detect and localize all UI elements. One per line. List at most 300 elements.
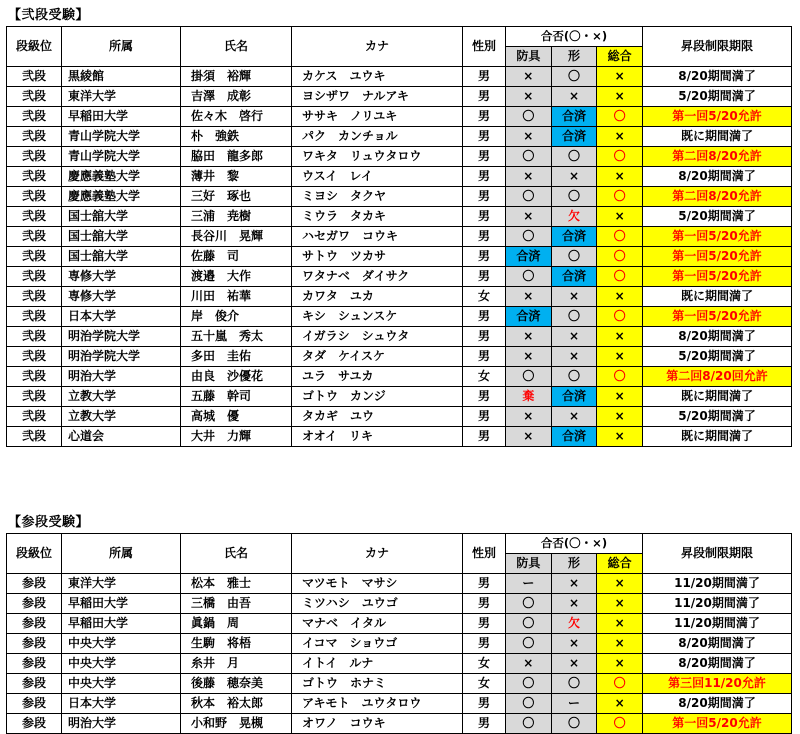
- cell-kata: 合済: [551, 387, 597, 407]
- cell-rank: 参段: [7, 714, 62, 734]
- cell-kata: 〇: [551, 714, 597, 734]
- cell-sex: 男: [463, 147, 506, 167]
- cell-kata: ×: [551, 327, 597, 347]
- header-affiliation: 所属: [62, 534, 181, 574]
- cell-rank: 参段: [7, 614, 62, 634]
- cell-name: 佐々木 啓行: [181, 107, 292, 127]
- section-nidan: [0, 4, 800, 447]
- section-sandan: [0, 511, 800, 734]
- cell-kata: 〇: [551, 674, 597, 694]
- cell-name: 秋本 裕太郎: [181, 694, 292, 714]
- table-row: [7, 87, 792, 107]
- cell-limit: 第二回8/20允許: [643, 147, 792, 167]
- cell-name: 三橋 由吾: [181, 594, 292, 614]
- cell-name: 薄井 黎: [181, 167, 292, 187]
- cell-kata: ー: [551, 694, 597, 714]
- header-result-group: 合否(〇・×): [506, 534, 643, 554]
- header-name: 氏名: [181, 534, 292, 574]
- cell-total: 〇: [597, 267, 643, 287]
- cell-kana: マナベ イタル: [292, 614, 463, 634]
- header-bougu: 防具: [506, 554, 552, 574]
- cell-limit: 8/20期間満了: [643, 167, 792, 187]
- cell-kana: マツモト マサシ: [292, 574, 463, 594]
- cell-bougu: 棄: [506, 387, 552, 407]
- cell-total: ×: [597, 654, 643, 674]
- cell-kana: オオイ リキ: [292, 427, 463, 447]
- cell-kana: キシ シュンスケ: [292, 307, 463, 327]
- cell-bougu: 〇: [506, 714, 552, 734]
- cell-sex: 男: [463, 127, 506, 147]
- cell-bougu: ×: [506, 87, 552, 107]
- cell-total: ×: [597, 67, 643, 87]
- cell-limit: 5/20期間満了: [643, 347, 792, 367]
- cell-sex: 男: [463, 714, 506, 734]
- cell-bougu: 〇: [506, 594, 552, 614]
- cell-kana: タダ ケイスケ: [292, 347, 463, 367]
- cell-total: 〇: [597, 367, 643, 387]
- cell-name: 五藤 幹司: [181, 387, 292, 407]
- cell-name: 糸井 月: [181, 654, 292, 674]
- cell-name: 脇田 龍多郎: [181, 147, 292, 167]
- cell-kata: 欠: [551, 614, 597, 634]
- cell-name: 川田 祐華: [181, 287, 292, 307]
- cell-rank: 弐段: [7, 187, 62, 207]
- cell-kata: 合済: [551, 227, 597, 247]
- cell-limit: 既に期間満了: [643, 127, 792, 147]
- cell-kana: ワキタ リュウタロウ: [292, 147, 463, 167]
- cell-total: ×: [597, 127, 643, 147]
- cell-name: 佐藤 司: [181, 247, 292, 267]
- cell-name: 吉澤 成彰: [181, 87, 292, 107]
- cell-name: 掛須 裕輝: [181, 67, 292, 87]
- cell-bougu: 〇: [506, 107, 552, 127]
- cell-rank: 弐段: [7, 247, 62, 267]
- cell-limit: 第一回5/20允許: [643, 107, 792, 127]
- cell-limit: 第三回11/20允許: [643, 674, 792, 694]
- cell-kata: 合済: [551, 107, 597, 127]
- table-row: [7, 427, 792, 447]
- cell-rank: 弐段: [7, 87, 62, 107]
- table-row: [7, 107, 792, 127]
- cell-rank: 弐段: [7, 167, 62, 187]
- cell-total: ×: [597, 574, 643, 594]
- cell-bougu: 〇: [506, 187, 552, 207]
- cell-rank: 弐段: [7, 127, 62, 147]
- cell-kana: ササキ ノリユキ: [292, 107, 463, 127]
- cell-kana: ミヨシ タクヤ: [292, 187, 463, 207]
- cell-rank: 弐段: [7, 407, 62, 427]
- cell-limit: 5/20期間満了: [643, 87, 792, 107]
- cell-sex: 女: [463, 367, 506, 387]
- cell-rank: 弐段: [7, 67, 62, 87]
- cell-limit: 11/20期間満了: [643, 614, 792, 634]
- cell-kana: ミウラ タカキ: [292, 207, 463, 227]
- cell-rank: 弐段: [7, 267, 62, 287]
- cell-affiliation: 早稲田大学: [62, 614, 181, 634]
- cell-name: 大井 力輝: [181, 427, 292, 447]
- cell-limit: 第一回5/20允許: [643, 247, 792, 267]
- cell-sex: 女: [463, 654, 506, 674]
- cell-kata: 〇: [551, 307, 597, 327]
- cell-rank: 弐段: [7, 427, 62, 447]
- cell-limit: 既に期間満了: [643, 387, 792, 407]
- cell-name: 岸 俊介: [181, 307, 292, 327]
- cell-bougu: ×: [506, 207, 552, 227]
- table-body-sandan: [7, 574, 792, 734]
- cell-affiliation: 心道会: [62, 427, 181, 447]
- cell-total: 〇: [597, 247, 643, 267]
- cell-sex: 男: [463, 387, 506, 407]
- cell-bougu: 〇: [506, 147, 552, 167]
- cell-rank: 参段: [7, 594, 62, 614]
- cell-name: 後藤 穂奈美: [181, 674, 292, 694]
- cell-bougu: 合済: [506, 247, 552, 267]
- cell-kata: 合済: [551, 427, 597, 447]
- cell-total: ×: [597, 634, 643, 654]
- cell-rank: 弐段: [7, 307, 62, 327]
- cell-kata: 〇: [551, 247, 597, 267]
- cell-name: 眞鍋 周: [181, 614, 292, 634]
- cell-affiliation: 中央大学: [62, 634, 181, 654]
- cell-bougu: ×: [506, 167, 552, 187]
- cell-total: ×: [597, 347, 643, 367]
- cell-limit: 8/20期間満了: [643, 634, 792, 654]
- cell-affiliation: 慶應義塾大学: [62, 167, 181, 187]
- cell-affiliation: 明治大学: [62, 367, 181, 387]
- cell-total: ×: [597, 594, 643, 614]
- cell-affiliation: 明治学院大学: [62, 327, 181, 347]
- table-row: [7, 714, 792, 734]
- header-kata: 形: [551, 47, 597, 67]
- cell-name: 朴 強鉄: [181, 127, 292, 147]
- cell-kata: ×: [551, 87, 597, 107]
- cell-affiliation: 明治学院大学: [62, 347, 181, 367]
- cell-affiliation: 日本大学: [62, 307, 181, 327]
- cell-total: 〇: [597, 227, 643, 247]
- cell-sex: 男: [463, 614, 506, 634]
- cell-affiliation: 立教大学: [62, 387, 181, 407]
- cell-affiliation: 早稲田大学: [62, 594, 181, 614]
- table-row: [7, 287, 792, 307]
- cell-kata: 〇: [551, 187, 597, 207]
- cell-bougu: ×: [506, 327, 552, 347]
- cell-sex: 男: [463, 347, 506, 367]
- cell-kata: 〇: [551, 147, 597, 167]
- cell-total: 〇: [597, 714, 643, 734]
- cell-rank: 弐段: [7, 227, 62, 247]
- cell-kana: イガラシ シュウタ: [292, 327, 463, 347]
- cell-rank: 弐段: [7, 367, 62, 387]
- cell-limit: 第一回5/20允許: [643, 267, 792, 287]
- cell-kata: 合済: [551, 267, 597, 287]
- cell-sex: 男: [463, 327, 506, 347]
- cell-sex: 男: [463, 87, 506, 107]
- cell-total: ×: [597, 614, 643, 634]
- table-row: [7, 387, 792, 407]
- cell-affiliation: 国士舘大学: [62, 227, 181, 247]
- cell-kana: カワタ ユカ: [292, 287, 463, 307]
- cell-limit: 8/20期間満了: [643, 67, 792, 87]
- cell-rank: 弐段: [7, 387, 62, 407]
- cell-rank: 弐段: [7, 287, 62, 307]
- cell-kana: ユラ サユカ: [292, 367, 463, 387]
- cell-kana: ワタナベ ダイサク: [292, 267, 463, 287]
- table-row: [7, 307, 792, 327]
- cell-bougu: ×: [506, 347, 552, 367]
- table-row: [7, 594, 792, 614]
- cell-name: 小和野 晃槻: [181, 714, 292, 734]
- cell-kana: ミツハシ ユウゴ: [292, 594, 463, 614]
- cell-total: 〇: [597, 147, 643, 167]
- cell-bougu: ×: [506, 67, 552, 87]
- table-row: [7, 654, 792, 674]
- section-title-nidan: 【弐段受験】: [8, 8, 90, 23]
- cell-rank: 参段: [7, 654, 62, 674]
- cell-kana: パク カンチョル: [292, 127, 463, 147]
- cell-bougu: 〇: [506, 614, 552, 634]
- cell-total: ×: [597, 87, 643, 107]
- cell-rank: 参段: [7, 694, 62, 714]
- cell-kata: ×: [551, 347, 597, 367]
- cell-bougu: 〇: [506, 367, 552, 387]
- cell-affiliation: 日本大学: [62, 694, 181, 714]
- cell-sex: 男: [463, 247, 506, 267]
- cell-kata: ×: [551, 594, 597, 614]
- header-kana: カナ: [292, 27, 463, 67]
- cell-name: 由良 沙優花: [181, 367, 292, 387]
- cell-limit: 第二回8/20回允許: [643, 367, 792, 387]
- table-row: [7, 367, 792, 387]
- cell-bougu: 〇: [506, 227, 552, 247]
- cell-bougu: 〇: [506, 267, 552, 287]
- cell-affiliation: 明治大学: [62, 714, 181, 734]
- table-row: [7, 634, 792, 654]
- cell-kana: イコマ ショウゴ: [292, 634, 463, 654]
- table-row: [7, 227, 792, 247]
- table-row: [7, 694, 792, 714]
- cell-kana: ウスイ レイ: [292, 167, 463, 187]
- cell-affiliation: 青山学院大学: [62, 147, 181, 167]
- table-row: [7, 127, 792, 147]
- table-header-row: [7, 534, 792, 554]
- cell-total: 〇: [597, 107, 643, 127]
- cell-sex: 男: [463, 207, 506, 227]
- cell-sex: 男: [463, 407, 506, 427]
- header-limit: 昇段制限期限: [643, 534, 792, 574]
- cell-kata: ×: [551, 407, 597, 427]
- cell-rank: 弐段: [7, 207, 62, 227]
- cell-rank: 弐段: [7, 327, 62, 347]
- cell-sex: 男: [463, 227, 506, 247]
- cell-affiliation: 慶應義塾大学: [62, 187, 181, 207]
- cell-bougu: 合済: [506, 307, 552, 327]
- cell-total: ×: [597, 287, 643, 307]
- cell-sex: 男: [463, 67, 506, 87]
- cell-limit: 5/20期間満了: [643, 407, 792, 427]
- cell-sex: 男: [463, 634, 506, 654]
- cell-bougu: ×: [506, 654, 552, 674]
- header-total: 総合: [597, 47, 643, 67]
- cell-bougu: 〇: [506, 674, 552, 694]
- cell-limit: 11/20期間満了: [643, 574, 792, 594]
- table-row: [7, 147, 792, 167]
- table-row: [7, 614, 792, 634]
- table-row: [7, 187, 792, 207]
- cell-sex: 女: [463, 674, 506, 694]
- cell-total: ×: [597, 407, 643, 427]
- cell-kana: ゴトウ ホナミ: [292, 674, 463, 694]
- cell-rank: 参段: [7, 574, 62, 594]
- table-row: [7, 247, 792, 267]
- cell-name: 渡邉 大作: [181, 267, 292, 287]
- cell-sex: 男: [463, 187, 506, 207]
- cell-total: ×: [597, 327, 643, 347]
- results-table-nidan: [6, 26, 792, 447]
- header-result-group: 合否(〇・×): [506, 27, 643, 47]
- cell-affiliation: 東洋大学: [62, 574, 181, 594]
- cell-kana: ハセガワ コウキ: [292, 227, 463, 247]
- cell-limit: 8/20期間満了: [643, 654, 792, 674]
- cell-name: 高城 優: [181, 407, 292, 427]
- cell-affiliation: 専修大学: [62, 267, 181, 287]
- cell-bougu: ×: [506, 427, 552, 447]
- cell-rank: 参段: [7, 634, 62, 654]
- cell-bougu: ×: [506, 287, 552, 307]
- cell-bougu: 〇: [506, 634, 552, 654]
- cell-kana: オワノ コウキ: [292, 714, 463, 734]
- header-rank: 段級位: [7, 534, 62, 574]
- table-row: [7, 207, 792, 227]
- cell-name: 三好 琢也: [181, 187, 292, 207]
- cell-rank: 弐段: [7, 347, 62, 367]
- header-bougu: 防具: [506, 47, 552, 67]
- cell-name: 松本 雅士: [181, 574, 292, 594]
- cell-kata: ×: [551, 574, 597, 594]
- cell-affiliation: 国士舘大学: [62, 207, 181, 227]
- table-row: [7, 267, 792, 287]
- cell-limit: 第一回5/20允許: [643, 307, 792, 327]
- cell-limit: 8/20期間満了: [643, 327, 792, 347]
- cell-sex: 男: [463, 107, 506, 127]
- cell-limit: 第一回5/20允許: [643, 227, 792, 247]
- cell-bougu: ー: [506, 574, 552, 594]
- cell-kata: ×: [551, 634, 597, 654]
- section-title-sandan: 【参段受験】: [8, 515, 90, 530]
- cell-kana: イトイ ルナ: [292, 654, 463, 674]
- cell-sex: 男: [463, 267, 506, 287]
- cell-rank: 弐段: [7, 147, 62, 167]
- cell-affiliation: 専修大学: [62, 287, 181, 307]
- cell-kata: ×: [551, 654, 597, 674]
- cell-sex: 男: [463, 694, 506, 714]
- cell-kata: 合済: [551, 127, 597, 147]
- table-row: [7, 67, 792, 87]
- cell-kata: 〇: [551, 67, 597, 87]
- cell-sex: 女: [463, 287, 506, 307]
- cell-sex: 男: [463, 427, 506, 447]
- cell-affiliation: 早稲田大学: [62, 107, 181, 127]
- cell-sex: 男: [463, 307, 506, 327]
- cell-name: 生駒 将梧: [181, 634, 292, 654]
- cell-kata: 〇: [551, 367, 597, 387]
- header-affiliation: 所属: [62, 27, 181, 67]
- header-sex: 性別: [463, 27, 506, 67]
- cell-sex: 男: [463, 574, 506, 594]
- cell-limit: 11/20期間満了: [643, 594, 792, 614]
- header-limit: 昇段制限期限: [643, 27, 792, 67]
- cell-limit: 第一回5/20允許: [643, 714, 792, 734]
- cell-total: ×: [597, 207, 643, 227]
- cell-bougu: ×: [506, 407, 552, 427]
- cell-limit: 第二回8/20允許: [643, 187, 792, 207]
- header-rank: 段級位: [7, 27, 62, 67]
- cell-affiliation: 黒綾館: [62, 67, 181, 87]
- cell-kana: サトウ ツカサ: [292, 247, 463, 267]
- table-row: [7, 327, 792, 347]
- results-table-sandan: [6, 533, 792, 734]
- table-row: [7, 167, 792, 187]
- cell-limit: 8/20期間満了: [643, 694, 792, 714]
- table-body-nidan: [7, 67, 792, 447]
- cell-rank: 参段: [7, 674, 62, 694]
- table-row: [7, 574, 792, 594]
- cell-kana: ゴトウ カンジ: [292, 387, 463, 407]
- cell-total: 〇: [597, 307, 643, 327]
- cell-affiliation: 国士舘大学: [62, 247, 181, 267]
- table-row: [7, 407, 792, 427]
- header-kana: カナ: [292, 534, 463, 574]
- cell-limit: 既に期間満了: [643, 287, 792, 307]
- cell-affiliation: 中央大学: [62, 654, 181, 674]
- cell-bougu: ×: [506, 127, 552, 147]
- cell-sex: 男: [463, 167, 506, 187]
- cell-sex: 男: [463, 594, 506, 614]
- cell-total: 〇: [597, 674, 643, 694]
- cell-name: 三浦 尭樹: [181, 207, 292, 227]
- cell-affiliation: 青山学院大学: [62, 127, 181, 147]
- cell-total: ×: [597, 167, 643, 187]
- header-sex: 性別: [463, 534, 506, 574]
- table-row: [7, 347, 792, 367]
- cell-total: 〇: [597, 187, 643, 207]
- cell-kana: ヨシザワ ナルアキ: [292, 87, 463, 107]
- header-kata: 形: [551, 554, 597, 574]
- cell-affiliation: 東洋大学: [62, 87, 181, 107]
- cell-total: ×: [597, 694, 643, 714]
- cell-rank: 弐段: [7, 107, 62, 127]
- header-name: 氏名: [181, 27, 292, 67]
- cell-kana: アキモト ユウタロウ: [292, 694, 463, 714]
- cell-kata: 欠: [551, 207, 597, 227]
- cell-affiliation: 立教大学: [62, 407, 181, 427]
- table-header-row: [7, 27, 792, 47]
- cell-total: ×: [597, 427, 643, 447]
- header-total: 総合: [597, 554, 643, 574]
- cell-total: ×: [597, 387, 643, 407]
- cell-name: 多田 圭佑: [181, 347, 292, 367]
- cell-limit: 5/20期間満了: [643, 207, 792, 227]
- cell-kana: カケス ユウキ: [292, 67, 463, 87]
- cell-limit: 既に期間満了: [643, 427, 792, 447]
- cell-affiliation: 中央大学: [62, 674, 181, 694]
- cell-name: 長谷川 晃輝: [181, 227, 292, 247]
- cell-kata: ×: [551, 287, 597, 307]
- cell-kana: タカギ ユウ: [292, 407, 463, 427]
- section-spacer: [0, 447, 800, 507]
- cell-bougu: 〇: [506, 694, 552, 714]
- cell-kata: ×: [551, 167, 597, 187]
- cell-name: 五十嵐 秀太: [181, 327, 292, 347]
